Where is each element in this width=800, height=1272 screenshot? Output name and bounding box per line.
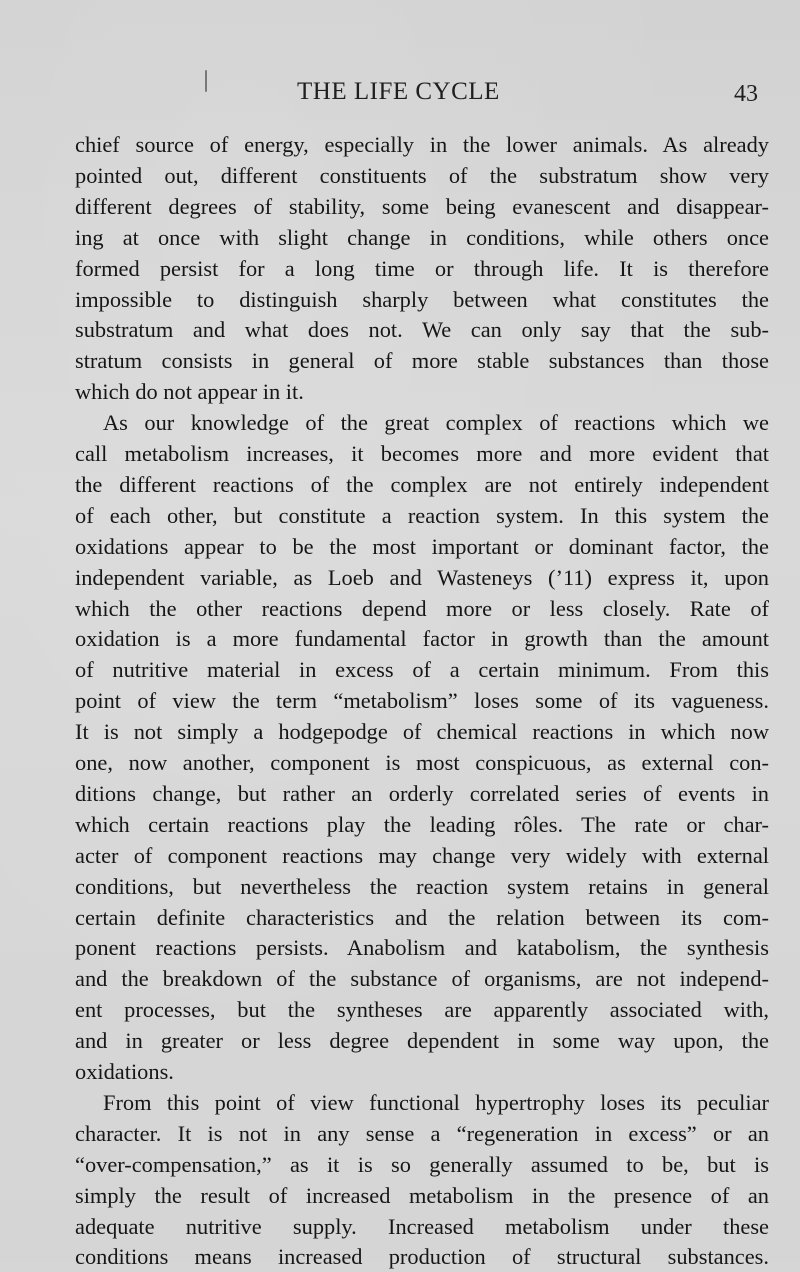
text-line: substratum and what does not. We can only say that the sub- xyxy=(75,317,769,343)
text-line: From this point of view functional hypertrophy loses its peculiar xyxy=(103,1089,769,1115)
text-line: which do not appear in it. xyxy=(75,379,304,405)
text-line: independent variable, as Loeb and Wasteneys (’11) express it, upon xyxy=(75,564,769,590)
text-line: It is not simply a hodgepodge of chemical reactions in which now xyxy=(75,719,769,745)
text-line: conditions means increased production of structural substances. xyxy=(75,1244,769,1270)
text-line: ditions change, but rather an orderly correlated series of events in xyxy=(75,780,769,806)
text-line: different degrees of stability, some being evanescent and disappear- xyxy=(75,193,769,219)
text-line: character. It is not in any sense a “regeneration in excess” or an xyxy=(75,1120,769,1146)
text-line: adequate nutritive supply. Increased metabolism under these xyxy=(75,1213,769,1239)
text-line: “over-compensation,” as it is so generally assumed to be, but is xyxy=(75,1151,769,1177)
text-line: oxidations. xyxy=(75,1059,174,1084)
text-line: which the other reactions depend more or less closely. Rate of xyxy=(75,595,769,621)
text-line: impossible to distinguish sharply between what constitutes the xyxy=(75,286,769,312)
text-line: ent processes, but the syntheses are apparently associated with, xyxy=(75,997,769,1023)
text-line: formed persist for a long time or through life. It is therefore xyxy=(75,255,769,281)
text-line: As our knowledge of the great complex of reactions which we xyxy=(103,410,769,436)
text-line: simply the result of increased metabolism in the presence of an xyxy=(75,1182,769,1208)
text-line: and the breakdown of the substance of organisms, are not independ- xyxy=(75,966,769,992)
text-line: of nutritive material in excess of a certain minimum. From this xyxy=(75,657,769,683)
page-number: 43 xyxy=(734,81,758,107)
text-line: ing at once with slight change in conditions, while others once xyxy=(75,224,769,250)
text-line: one, now another, component is most conspicuous, as external con- xyxy=(75,750,769,775)
text-line: the different reactions of the complex are not entirely independent xyxy=(75,471,769,497)
text-line: which certain reactions play the leading rôles. The rate or char- xyxy=(75,811,769,837)
text-line: acter of component reactions may change very widely with external xyxy=(75,842,769,868)
text-line: call metabolism increases, it becomes more and more evident that xyxy=(75,441,769,466)
text-line: oxidation is a more fundamental factor in growth than the amount xyxy=(75,626,769,652)
running-header xyxy=(0,78,800,110)
text-line: point of view the term “metabolism” loses some of its vagueness. xyxy=(75,688,769,714)
text-line: ponent reactions persists. Anabolism and katabolism, the synthesis xyxy=(75,935,769,961)
text-line: of each other, but constitute a reaction system. In this system the xyxy=(75,502,769,528)
running-title: THE LIFE CYCLE xyxy=(297,78,500,105)
text-line: conditions, but nevertheless the reaction system retains in general xyxy=(75,873,769,899)
text-line: certain definite characteristics and the relation between its com- xyxy=(75,904,769,930)
text-line: chief source of energy, especially in the lower animals. As already xyxy=(75,132,769,157)
text-line: stratum consists in general of more stable substances than those xyxy=(75,348,769,374)
text-line: and in greater or less degree dependent in some way upon, the xyxy=(75,1028,769,1054)
text-line: pointed out, different constituents of the substratum show very xyxy=(75,162,769,188)
text-line: oxidations appear to be the most important or dominant factor, the xyxy=(75,533,769,559)
